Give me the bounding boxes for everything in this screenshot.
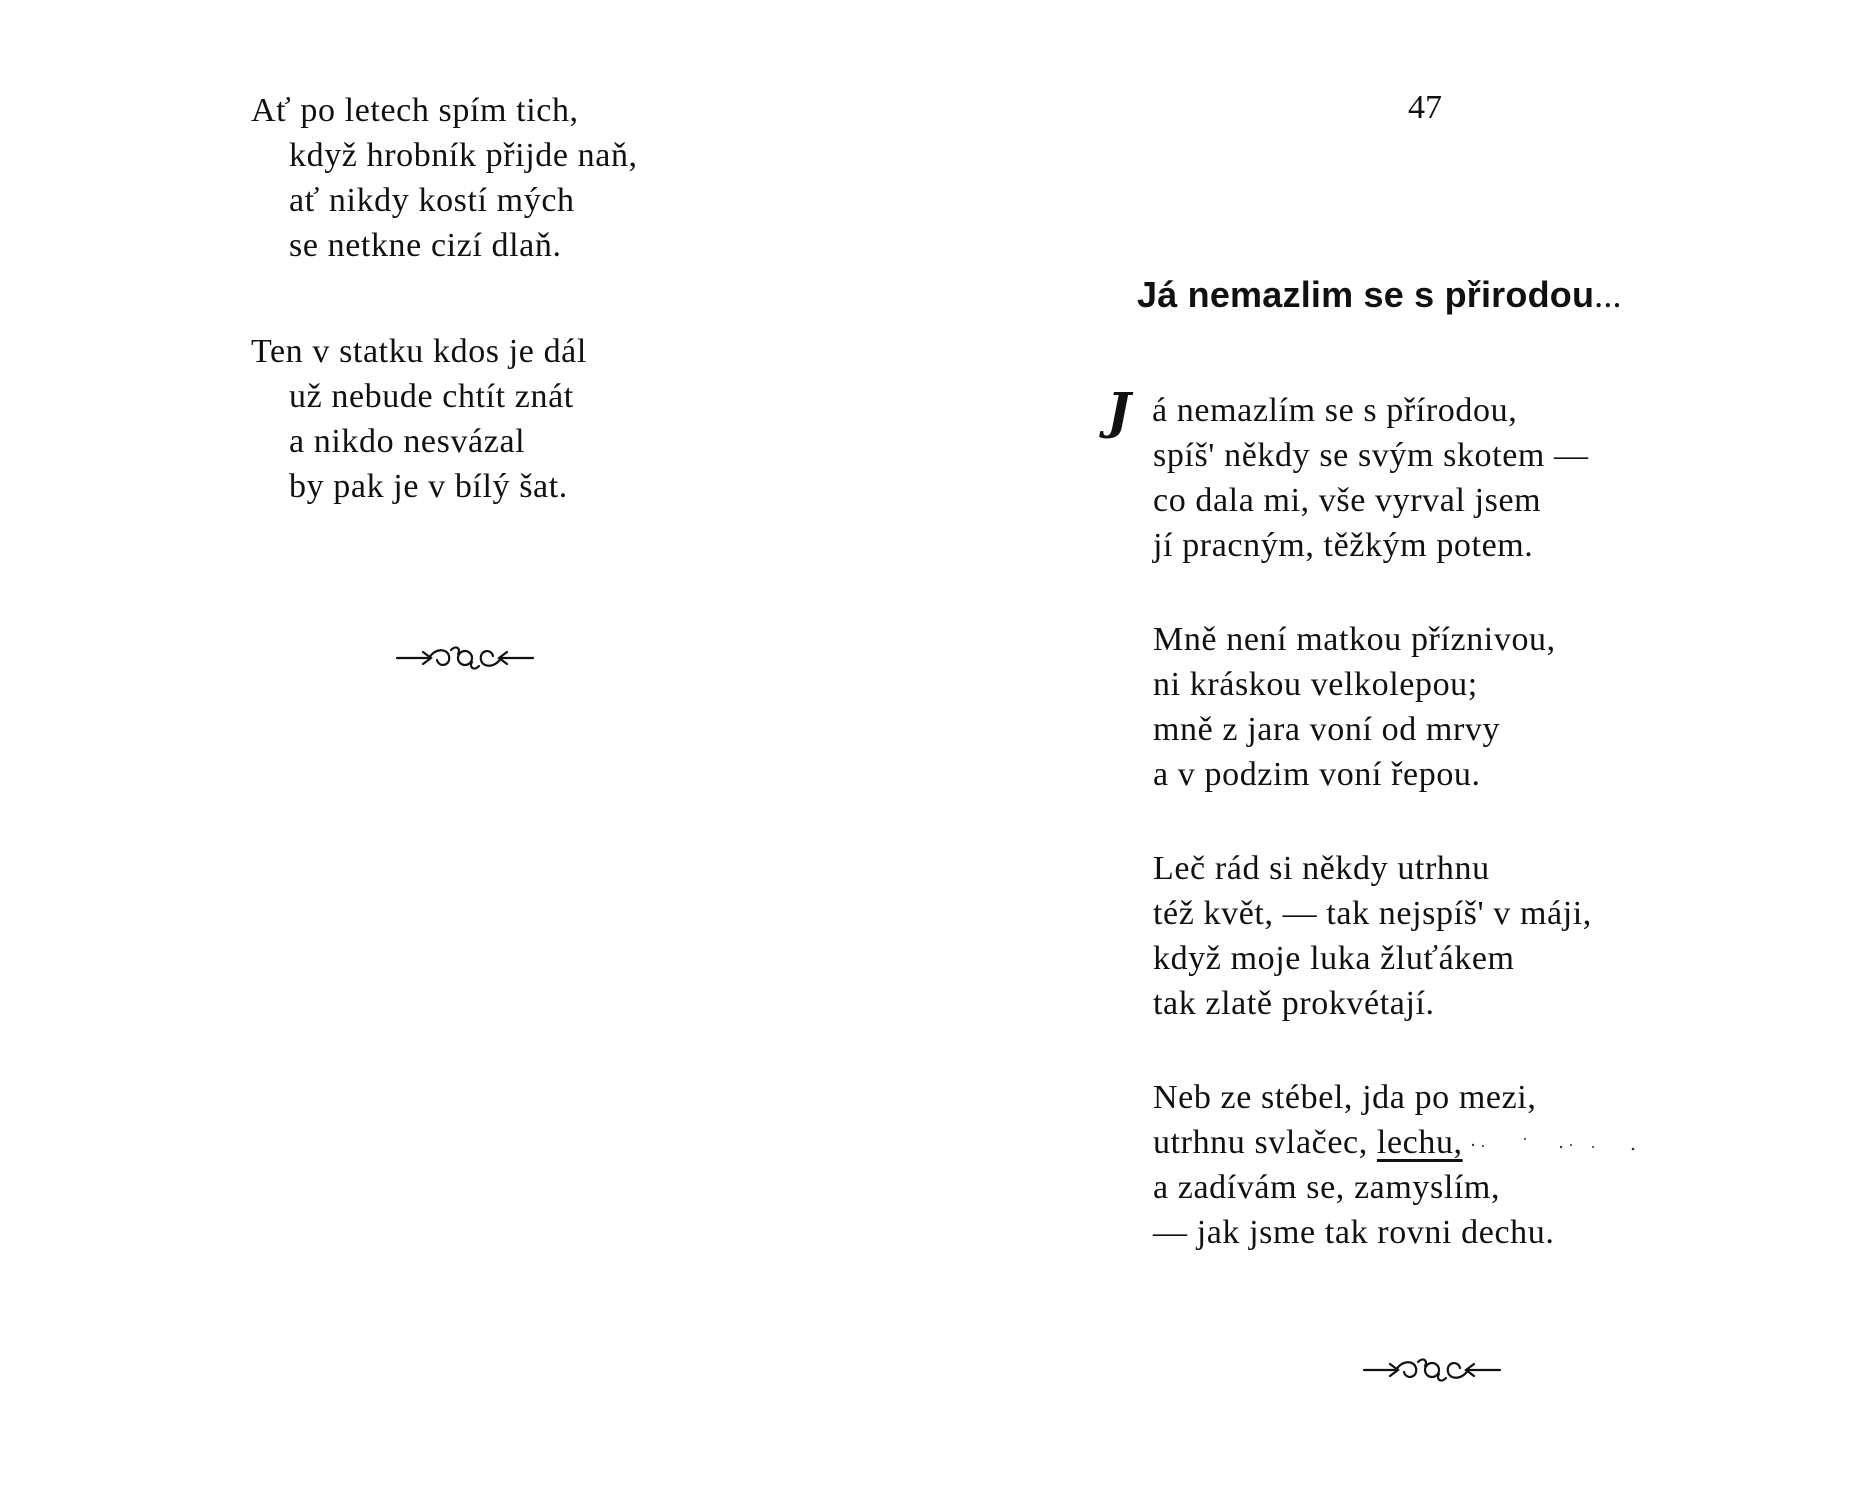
verse-line: by pak je v bílý šat. — [289, 468, 568, 505]
flourish-ornament-icon — [395, 640, 535, 676]
verse-line — [1115, 1120, 1643, 1165]
verse-line: Ať po letech spím tich, — [251, 92, 579, 129]
poem-title-ellipsis: ... — [1594, 275, 1622, 315]
verse-line: když moje luka žluťákem — [1153, 940, 1515, 977]
verse-line-text: utrhnu svlačec, — [1153, 1124, 1377, 1161]
verse-line: co dala mi, vše vyrval jsem — [1153, 482, 1542, 519]
poem-title-text: Já nemazlim se s přirodou — [1137, 274, 1595, 315]
drop-cap: J — [1107, 381, 1132, 440]
verse-line: též květ, — tak nejspíš' v máji, — [1153, 895, 1592, 932]
flourish-ornament-icon — [1362, 1352, 1502, 1388]
verse-line: a v podzim voní řepou. — [1153, 756, 1481, 793]
underlined-word: lechu, — [1376, 1124, 1463, 1161]
stanza — [1115, 1075, 1643, 1255]
verse-line: jí pracným, těžkým potem. — [1153, 527, 1534, 564]
stanza — [251, 88, 638, 268]
verse-line: tak zlatě prokvétají. — [1153, 985, 1435, 1022]
verse-line: už nebude chtít znát — [289, 378, 574, 415]
right-page — [935, 0, 1870, 1500]
verse-line-text: á nemazlím se s přírodou, — [1152, 392, 1518, 429]
verse-line: a nikdo nesvázal — [289, 423, 526, 460]
stanza — [1115, 846, 1592, 1026]
verse-line: když hrobník přijde naň, — [289, 137, 638, 174]
verse-line: Ten v statku kdos je dál — [251, 333, 587, 370]
verse-line: — jak jsme tak rovni dechu. — [1153, 1214, 1555, 1251]
verse-line: Mně není matkou příznivou, — [1153, 621, 1556, 658]
print-specks — [1463, 1135, 1643, 1155]
verse-line: se netkne cizí dlaň. — [289, 227, 562, 264]
stanza — [1115, 617, 1556, 797]
verse-line: a zadívám se, zamyslím, — [1153, 1169, 1501, 1206]
stanza — [1107, 381, 1589, 568]
verse-line — [1107, 381, 1589, 440]
poem-title — [1137, 272, 1622, 318]
verse-line: mně z jara voní od mrvy — [1153, 711, 1501, 748]
page-number: 47 — [1408, 89, 1442, 126]
verse-line: ať nikdy kostí mých — [289, 182, 575, 219]
verse-line: ni kráskou velkolepou; — [1153, 666, 1478, 703]
verse-line: Neb ze stébel, jda po mezi, — [1153, 1079, 1537, 1116]
stanza — [251, 329, 587, 509]
verse-line: Leč rád si někdy utrhnu — [1153, 850, 1490, 887]
verse-line: spíš' někdy se svým skotem — — [1153, 437, 1589, 474]
